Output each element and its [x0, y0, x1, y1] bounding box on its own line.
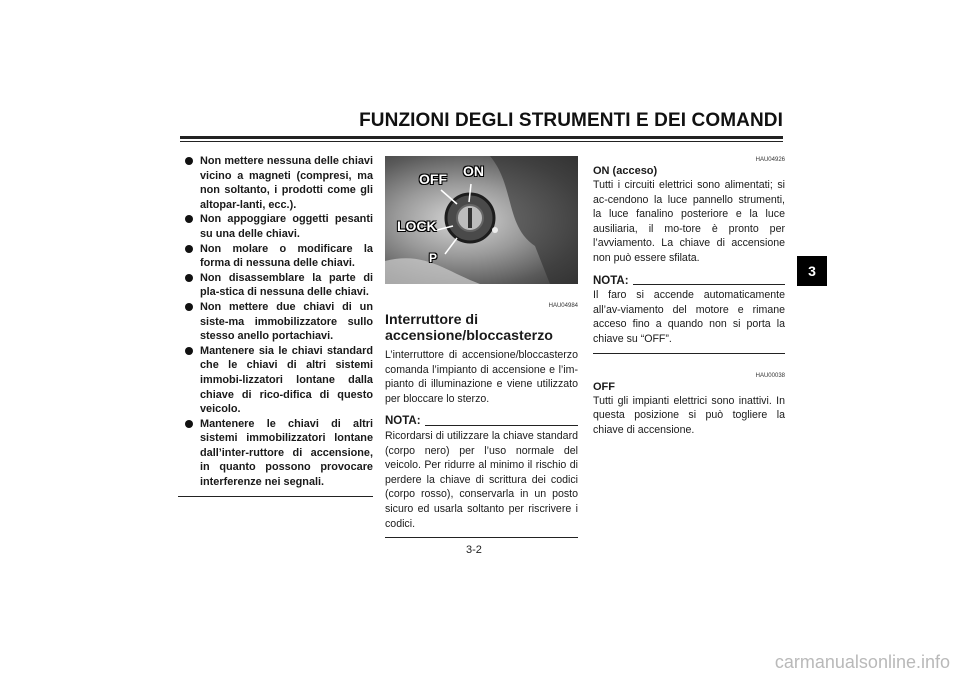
- section-code: HAU04984: [548, 303, 578, 309]
- indicator-dot: [492, 227, 498, 233]
- header-rule-thin: [180, 141, 783, 142]
- warning-text: Non appoggiare oggetti pesanti su una delle chiavi.: [200, 213, 373, 240]
- note-body: Ricordarsi di utilizzare la chiave standard (corpo nero) per l’uso normale del veicolo. Per ridurre al minimo il rischio di perdere la chiave di scrittura dei codici (corpo rosso), conservarla in un posto sicuro ed usarla soltanto per riscrivere i codici.: [385, 429, 578, 530]
- warning-text: Non disassemblare la parte di pla-stica di nessuna delle chiavi.: [200, 271, 373, 299]
- bullet-icon: [185, 157, 193, 165]
- warning-item: [183, 344, 373, 417]
- watermark: carmanualsonline.info: [774, 652, 950, 672]
- note-header: [593, 274, 785, 289]
- warning-text: Non mettere due chiavi di un siste-ma immobilizzatore sullo stesso anello portachiavi.: [200, 300, 373, 343]
- bullet-icon: [185, 347, 193, 355]
- warnings-list: [183, 154, 373, 490]
- subsection-title-on: ON (acceso): [593, 165, 658, 177]
- note-rule: [633, 284, 785, 285]
- bullet-icon: [185, 215, 193, 223]
- photo-label-lock: LOCK: [397, 218, 437, 234]
- section-title: Interruttore di accensione/bloccasterzo: [385, 312, 553, 344]
- note-header: [385, 414, 578, 429]
- photo-label-on: ON: [463, 163, 484, 179]
- page-number: 3-2: [466, 544, 482, 556]
- note-label: NOTA:: [593, 274, 629, 287]
- bullet-icon: [185, 420, 193, 428]
- pointer-off: [441, 190, 457, 204]
- warning-text: Non mettere nessuna delle chiavi vicino a magneti (compresi, ma non soltanto, i prodotti come gli altopar-lanti, ecc.).: [200, 155, 373, 211]
- note-label: NOTA:: [385, 415, 421, 428]
- section-body: L’interruttore di accensione/bloccasterzo comanda l’impianto di accensione e l’im-pianto di illuminazione e viene utilizzato per bloccare lo sterzo.: [385, 349, 578, 405]
- subsection-body-off: Tutti gli impianti elettrici sono inattivi. In questa posizione si può togliere la chiave di accensione.: [593, 394, 785, 436]
- note-end-rule: [385, 537, 578, 538]
- subsection-body-on: Tutti i circuiti elettrici sono alimentati; si ac-cendono la luce pannello strumenti, la luce fanalino posteriore e la luce ausiliaria, il mo-tore è pronto per l’avviamento. La chiave di accensione non può essere sfilata.: [593, 179, 785, 264]
- bullet-icon: [185, 303, 193, 311]
- page-title: FUNZIONI DEGLI STRUMENTI E DEI COMANDI: [359, 110, 783, 131]
- warning-item: [183, 300, 373, 344]
- photo-label-p: P: [429, 251, 438, 265]
- warning-item: [183, 417, 373, 490]
- ignition-photo: [385, 156, 578, 284]
- warning-text: Non molare o modificare la forma di nessuna delle chiavi.: [200, 242, 373, 270]
- note-rule: [425, 425, 578, 426]
- key-slot: [468, 208, 472, 228]
- warning-text: Mantenere le chiavi di altri sistemi immobilizzatori lontane dall’inter-ruttore di accensione, in quanto possono provocare interferenze nei segnali.: [200, 417, 373, 489]
- warnings-column: [183, 154, 373, 497]
- photo-label-off: OFF: [419, 171, 447, 187]
- bullet-icon: [185, 245, 193, 253]
- note-end-rule: [593, 353, 785, 354]
- warning-item: [183, 242, 373, 271]
- section-code: HAU04926: [755, 157, 785, 163]
- chapter-tab: 3: [797, 256, 827, 286]
- header-rule-thick: [180, 136, 783, 139]
- positions-column: [593, 156, 785, 437]
- ignition-column: [385, 156, 578, 538]
- warning-item: [183, 154, 373, 212]
- pointer-p: [445, 238, 457, 254]
- section-code: HAU00038: [755, 372, 785, 379]
- warning-item: [183, 271, 373, 300]
- warning-text: Mantenere sia le chiavi standard che le chiavi di altri sistemi immobi-lizzatori lontane dalla chiave di rico-difica di questo veicolo.: [200, 344, 373, 416]
- warning-item: [183, 212, 373, 241]
- bullet-icon: [185, 274, 193, 282]
- subsection-title-off: OFF: [593, 380, 615, 393]
- warnings-end-rule: [178, 496, 373, 497]
- frame-tube: [490, 156, 578, 284]
- note-body: Il faro si accende automaticamente all’av-viamento del motore e rimane acceso fino a quando non si porta la chiave su “OFF”.: [593, 289, 785, 345]
